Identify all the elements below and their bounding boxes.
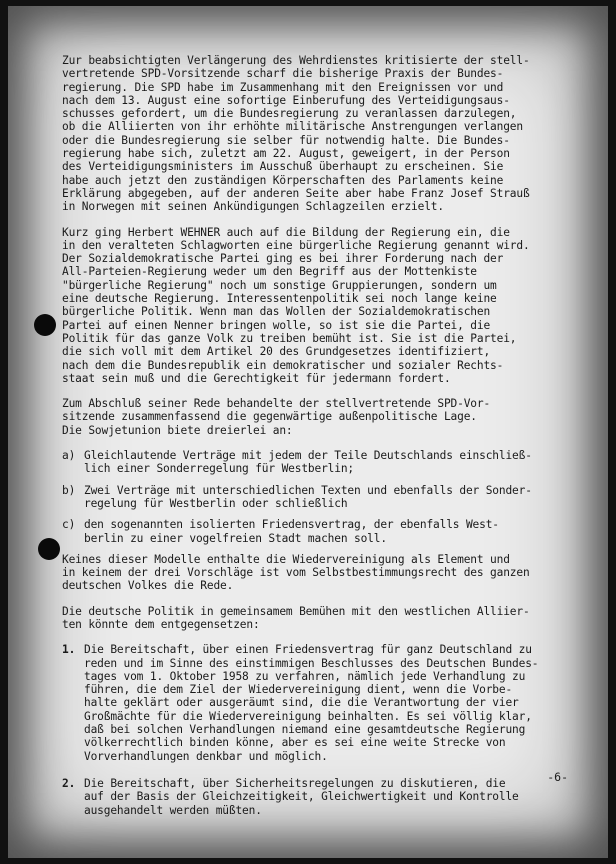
page-number: -6- — [547, 770, 568, 784]
paragraph — [62, 226, 582, 386]
text-line: völkerrechtlich binden könne, aber es sei eine weite Strecke von — [84, 736, 506, 750]
text-line: in Norwegen mit seinen Ankündigungen Schlagzeilen erzielt. — [62, 200, 444, 214]
text-line: Kurz ging Herbert WEHNER auch auf die Bildung der Regierung ein, die — [62, 225, 510, 239]
text-line: schusses gefordert, um die Bundesregierung zu veranlassen darzulegen, — [62, 107, 517, 121]
text-line: Vorverhandlungen denkbar und möglich. — [84, 749, 328, 763]
text-line: daß bei solchen Verhandlungen niemand eine gesamtdeutsche Regierung — [84, 723, 526, 737]
option-item — [62, 484, 582, 511]
text-line: Die deutsche Politik in gemeinsamem Bemühen mit den westlichen Alliier- — [62, 604, 530, 618]
text-line: Erklärung abgegeben, auf der anderen Seite aber habe Franz Josef Strauß — [62, 186, 530, 200]
proposal-number: 1. — [62, 643, 76, 657]
text-line: in den veralteten Schlagworten eine bürgerliche Regierung genannt wird. — [62, 238, 530, 252]
proposal-item — [62, 643, 582, 763]
document-body — [62, 54, 582, 831]
text-line: tages vom 1. Oktober 1958 zu verfahren, nämlich jede Verhandlung zu — [84, 669, 526, 683]
option-marker: b) — [62, 483, 76, 497]
text-line: lich einer Sonderregelung für Westberlin; — [84, 462, 355, 476]
text-line: Zwei Verträge mit unterschiedlichen Texten und ebenfalls der Sonder- — [84, 483, 532, 497]
text-line: in keinem der drei Vorschläge ist vom Selbstbestimmungsrecht des ganzen — [62, 566, 530, 580]
numbered-proposals-list — [62, 643, 582, 817]
option-text — [84, 449, 532, 476]
text-line: staat sein muß und die Gerechtigkeit für jedermann fordert. — [62, 371, 451, 385]
proposal-item — [62, 777, 582, 817]
text-line: All-Parteien-Regierung weder um den Begriff aus der Mottenkiste — [62, 265, 477, 279]
text-line: habe auch jetzt den zuständigen Körperschaften des Parlaments keine — [62, 173, 504, 187]
text-line: auf der Basis der Gleichzeitigkeit, Gleichwertigkeit und Kontrolle — [84, 790, 519, 804]
text-line: den sogenannten isolierten Friedensvertrag, der ebenfalls West- — [84, 518, 499, 532]
text-line: ten könnte dem entgegensetzen: — [62, 617, 260, 631]
text-line: nach dem die Bundesrepublik ein demokratischer und sozialer Rechts- — [62, 358, 504, 372]
text-line: ausgehandelt werden müßten. — [84, 803, 262, 817]
text-line: ob die Alliierten von ihr erhöhte militärische Anstrengungen verlangen — [62, 120, 523, 134]
text-line: regierung. Die SPD habe im Zusammenhang mit den Ereignissen vor und — [62, 80, 504, 94]
paragraph — [62, 54, 582, 214]
text-line: oder die Bundesregierung sie selber für notwendig halte. Die Bundes- — [62, 133, 510, 147]
text-line: vertretende SPD-Vorsitzende scharf die bisherige Praxis der Bundes- — [62, 67, 504, 81]
text-line: halte geklärt oder ausgeräumt sind, die die Verantwortung der vier — [84, 696, 519, 710]
text-line: Gleichlautende Verträge mit jedem der Teile Deutschlands einschließ- — [84, 449, 532, 463]
punch-hole — [34, 314, 56, 336]
option-marker: a) — [62, 449, 76, 463]
punch-hole — [38, 538, 60, 560]
text-line: Der Sozialdemokratische Partei ging es bei ihrer Forderung nach der — [62, 252, 504, 266]
text-line: regelung für Westberlin oder schließlich — [84, 496, 348, 510]
text-line: Die Sowjetunion biete dreierlei an: — [62, 423, 293, 437]
text-line: deutschen Volkes die Rede. — [62, 579, 234, 593]
text-line: Partei auf einen Nenner bringen wolle, so ist sie die Partei, die — [62, 318, 491, 332]
text-line: Zur beabsichtigten Verlängerung des Wehrdienstes kritisierte der stell- — [62, 54, 530, 67]
option-text — [84, 484, 532, 511]
paragraph — [62, 397, 582, 437]
proposal-text — [84, 643, 538, 763]
soviet-options-list — [62, 449, 582, 545]
text-line: regierung habe sich, zuletzt am 22. August, geweigert, in der Person — [62, 147, 510, 161]
document-page — [8, 6, 608, 858]
text-line: des Verteidigungsministers im Ausschuß überhaupt zu erscheinen. Sie — [62, 160, 504, 174]
option-item — [62, 449, 582, 476]
option-item — [62, 518, 582, 545]
text-line: berlin zu einer vogelfreien Stadt machen soll. — [84, 531, 387, 545]
option-marker: c) — [62, 518, 76, 532]
text-line: nach dem 13. August eine sofortige Einberufung des Verteidigungsaus- — [62, 93, 510, 107]
text-line: Zum Abschluß seiner Rede behandelte der stellvertretende SPD-Vor- — [62, 397, 491, 411]
text-line: Keines dieser Modelle enthalte die Wiedervereinigung als Element und — [62, 552, 510, 566]
text-line: bürgerliche Politik. Wenn man das Wollen der Sozialdemokratischen — [62, 305, 491, 319]
text-line: Die Bereitschaft, über einen Friedensvertrag für ganz Deutschland zu — [84, 643, 532, 657]
paragraph — [62, 553, 582, 593]
text-line: die sich voll mit dem Artikel 20 des Grundgesetzes identifiziert, — [62, 345, 491, 359]
paragraph — [62, 605, 582, 632]
text-line: Die Bereitschaft, über Sicherheitsregelungen zu diskutieren, die — [84, 776, 506, 790]
proposal-text — [84, 777, 519, 817]
text-line: Großmächte für die Wiedervereinigung beinhalten. Es sei völlig klar, — [84, 709, 532, 723]
text-line: Politik für das ganze Volk zu treiben bemüht ist. Sie ist die Partei, — [62, 331, 517, 345]
text-line: führen, die dem Ziel der Wiedervereinigung dient, wenn die Vorbe- — [84, 683, 513, 697]
intro-paragraphs — [62, 54, 582, 437]
option-text — [84, 518, 499, 545]
text-line: eine deutsche Regierung. Interessentenpolitik sei noch lange keine — [62, 292, 497, 306]
text-line: "bürgerliche Regierung" noch um sonstige Gruppierungen, sondern um — [62, 278, 497, 292]
text-line: sitzende zusammenfassend die gegenwärtige außenpolitische Lage. — [62, 410, 477, 424]
after-options-paragraphs — [62, 553, 582, 631]
text-line: reden und im Sinne des einstimmigen Beschlusses des Deutschen Bundes- — [84, 656, 539, 670]
proposal-number: 2. — [62, 776, 76, 790]
